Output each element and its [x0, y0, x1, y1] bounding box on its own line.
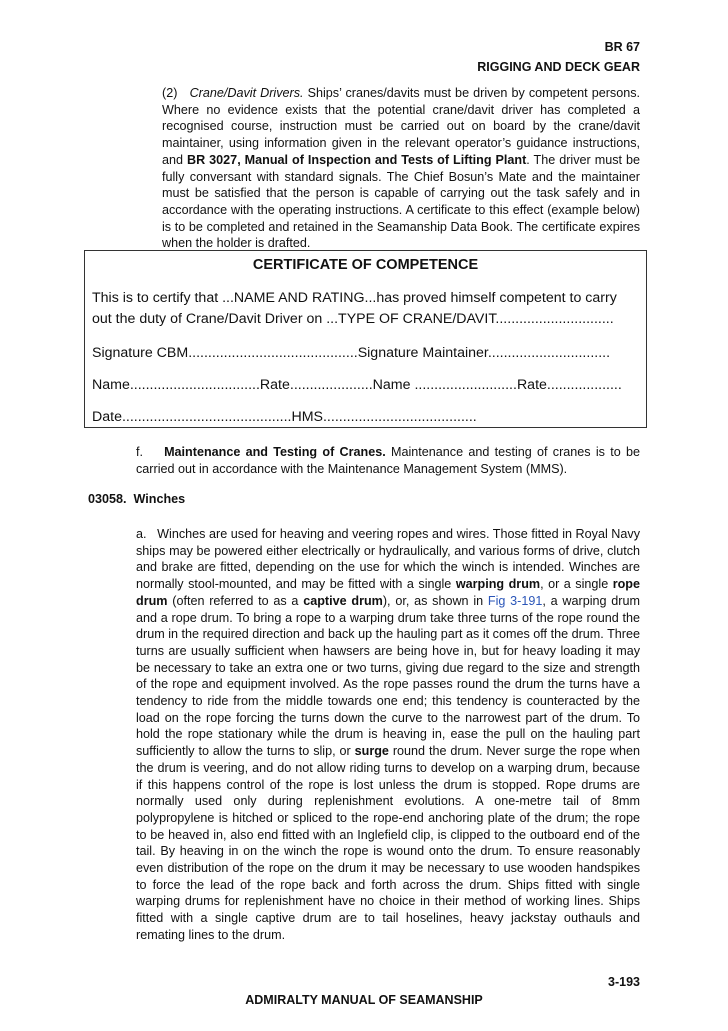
document-section-title: RIGGING AND DECK GEAR	[477, 60, 640, 74]
maintenance-testing-paragraph	[136, 444, 640, 477]
paragraph-text: Ships’ cranes/davits must be driven by competent persons. Where no evidence exists that the potential crane/davit driver has completed a recognised course, instruction must be carried out on board by the crane/davit maintainer, using information given in the relevant operator’s guidance instructions, and	[162, 86, 641, 167]
paragraph-text: (often referred to as a	[167, 593, 304, 608]
paragraph-text: round the drum. Never surge the rope when the drum is veering, and do not allow riding turns to develop on a warping drum, because if this happens control of the rope is lost unless the drum is stopped. Rope drums are normally used only during replenishment evolutions. A one-metre tail of 8mm polypropylene is hitched or spliced to the rope-end anchoring plate of the drum; the rope to be heaved in, also end fitted with an Inglefield clip, is clipped to the outboard end of the tail. By heaving in on the winch the rope is wound onto the drum. To ensure reasonably even distribution of the rope on the drum it may be necessary to use wooden handspikes to force the lead of the rope back and forth across the drum. Ships fitted with single warping drums for replenishment have no choice in their method of working lines. Ships fitted with a single captive drum are to tail hoselines, heavy jackstay outhauls and remating lines to the drum.	[136, 744, 640, 942]
document-number: BR 67	[604, 40, 640, 54]
paragraph-text-continued: . The driver must be fully conversant with standard signals. The Chief Bosun’s Mate and the maintainer must be satisfied that the person is capable of carrying out the task safely and in accordance with the operating instructions. A certificate to this effect (example below) is to be completed and retained in the Seamanship Data Book. The certificate expires when the holder is drafted.	[162, 152, 640, 251]
certificate-signature-line: Signature CBM...........................................Signature Maintainer...............................	[92, 345, 611, 361]
page-number: 3-193	[608, 975, 640, 989]
reference-title: BR 3027, Manual of Inspection and Tests of Lifting Plant	[187, 152, 527, 167]
section-heading-winches: 03058. Winches	[88, 492, 186, 506]
paragraph-text: , or a single	[540, 577, 613, 592]
paragraph-title: Crane/Davit Drivers.	[189, 86, 304, 100]
paragraph-label: f.	[136, 445, 143, 459]
paragraph-title: Maintenance and Testing of Cranes.	[164, 445, 386, 459]
certificate-box	[84, 250, 647, 428]
winches-paragraph	[136, 526, 640, 944]
certificate-line-2: out the duty of Crane/Davit Driver on ...TYPE OF CRANE/DAVIT..............................	[92, 311, 614, 327]
term-warping-drum: warping drum	[455, 577, 541, 592]
paragraph-text: Maintenance and testing of cranes is to be carried out in accordance with the Maintenance Management System (MMS).	[136, 445, 640, 476]
certificate-date-hms-line: Date...........................................HMS.......................................	[92, 409, 477, 425]
paragraph-text: Winches are used for heaving and veering ropes and wires. Those fitted in Royal Navy ships may be powered either electrically or hydraulically, and various forms of drive, clutch and brake are fitted, depending on the use for which the winch is intended. Winches are normally stool-mounted, and may be fitted with a single	[136, 527, 640, 592]
term-captive-drum: captive drum	[303, 593, 383, 608]
term-rope-drum: rope drum	[136, 577, 640, 608]
certificate-line-1: This is to certify that ...NAME AND RATING...has proved himself competent to carry	[92, 290, 617, 306]
paragraph-label: a.	[136, 527, 147, 541]
crane-davit-drivers-paragraph	[162, 85, 640, 252]
paragraph-number: (2)	[162, 86, 178, 100]
paragraph-text: , a warping drum and a rope drum. To bring a rope to a warping drum take three turns of the rope round the drum in the required direction and back up the hauling part as it comes off the drum. Three turns are usually sufficient when hawsers are being hove in, but for heavy loading it may be necessary to take an extra one or two turns, giving due regard to the size and strength of the rope and equipment involved. As the rope passes round the drum the turns have a tendency to ride from the middle towards one end; this tendency is counteracted by the load on the rope forcing the turns down the curve to the narrowest part of the drum. To hold the rope stationary while the drum is heaving in, ease the pull on the hauling part sufficiently to allow the turns to slip, or	[136, 593, 640, 759]
term-surge: surge	[354, 744, 389, 759]
certificate-title: CERTIFICATE OF COMPETENCE	[252, 257, 479, 273]
figure-link[interactable]: Fig 3-191	[487, 593, 543, 608]
paragraph-text: ), or, as shown in	[382, 593, 488, 608]
certificate-name-rate-line: Name.................................Rate.....................Name ..........................Rate...................	[92, 377, 622, 393]
manual-title: ADMIRALTY MANUAL OF SEAMANSHIP	[245, 993, 483, 1007]
